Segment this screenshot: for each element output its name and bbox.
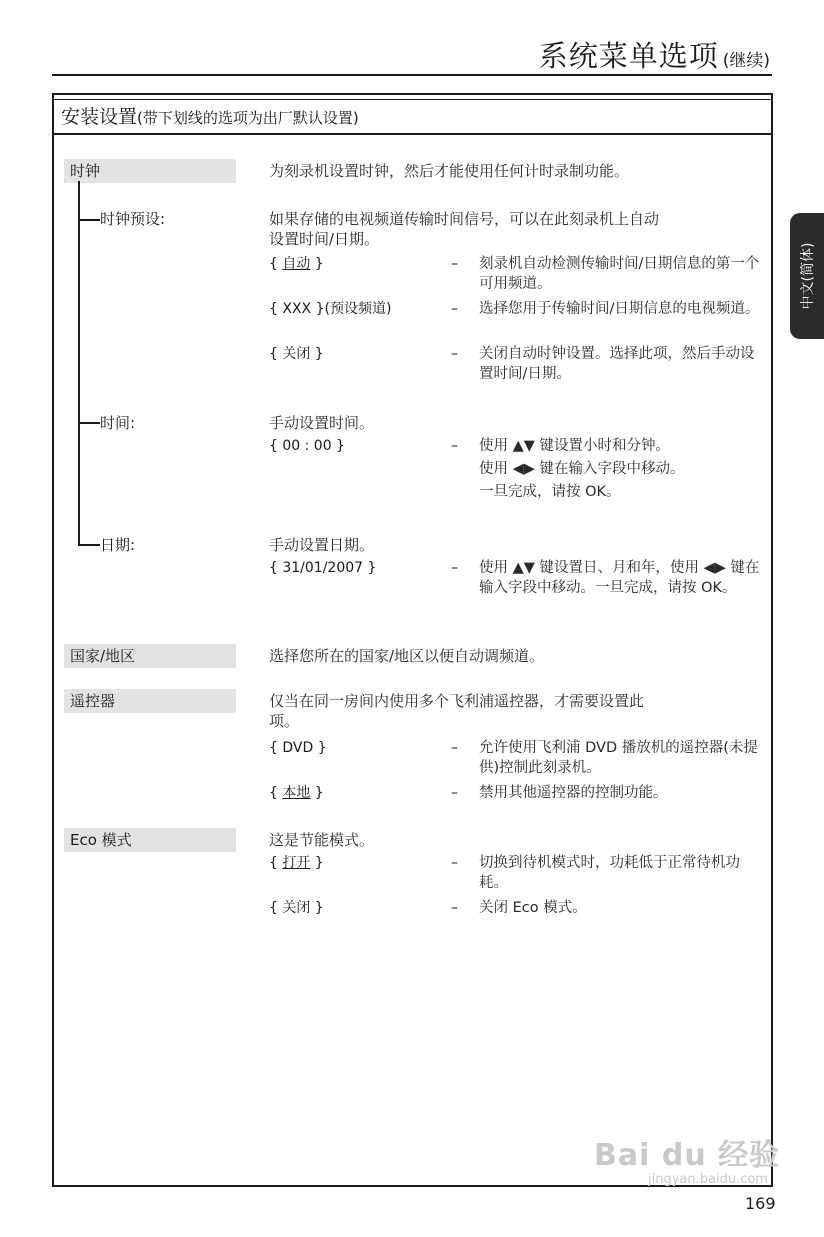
- time-help-line2: 使用 ◀▶ 键在输入字段中移动。: [479, 461, 685, 477]
- option-preset-off: { 关闭 }: [269, 346, 324, 362]
- language-side-tab-label: 中文(简体): [800, 242, 816, 310]
- page-title-suffix: (继续): [722, 51, 770, 71]
- tag-eco: Eco 模式: [64, 828, 236, 852]
- tag-country: 国家/地区: [64, 644, 236, 668]
- date-value: { 31/01/2007 }: [269, 560, 377, 576]
- clock-preset-desc-line1: 如果存储的电视频道传输时间信号，可以在此刻录机上自动: [269, 210, 660, 228]
- dash: –: [451, 301, 458, 317]
- tree-branch-preset: [78, 219, 100, 221]
- date-help: 使用 ▲▼ 键设置日、月和年，使用 ◀▶ 键在输入字段中移动。一旦完成，请按 OK。: [479, 560, 760, 596]
- clock-preset-label: 时钟预设:: [100, 210, 166, 228]
- option-preset-off-name: 关闭: [282, 346, 311, 362]
- date-desc: 手动设置日期。: [269, 536, 375, 554]
- page-number: 169: [745, 1194, 776, 1213]
- option-preset-auto-name: 自动: [282, 256, 311, 272]
- title-rule: [52, 74, 772, 76]
- tree-branch-time: [78, 422, 100, 424]
- option-eco-on: { 打开 }: [269, 855, 324, 871]
- option-preset-auto-desc: 刻录机自动检测传输时间/日期信息的第一个可用频道。: [479, 256, 760, 292]
- section-title: 安装设置: [61, 106, 138, 128]
- clock-preset-desc-line2: 设置时间/日期。: [269, 230, 380, 248]
- dash: –: [451, 560, 458, 576]
- country-desc: 选择您所在的国家/地区以便自动调频道。: [269, 647, 545, 665]
- option-preset-auto: { 自动 }: [269, 256, 324, 272]
- option-remote-dvd-desc: 允许使用飞利浦 DVD 播放机的遥控器(未提供)控制此刻录机。: [479, 740, 758, 776]
- time-help-line1: 使用 ▲▼ 键设置小时和分钟。: [479, 438, 671, 454]
- option-eco-off-desc: 关闭 Eco 模式。: [479, 900, 587, 916]
- time-value: { 00 : 00 }: [269, 438, 345, 454]
- option-preset-channel-desc: 选择您用于传输时间/日期信息的电视频道。: [479, 301, 760, 317]
- remote-desc-line2: 项。: [269, 712, 300, 730]
- time-help-line3: 一旦完成，请按 OK。: [479, 484, 621, 500]
- baidu-watermark: Bai du 经验: [594, 1138, 781, 1173]
- option-eco-on-name: 打开: [282, 855, 311, 871]
- dash: –: [451, 900, 458, 916]
- dash: –: [451, 855, 458, 871]
- tree-vertical-line: [78, 181, 80, 546]
- option-remote-local-name: 本地: [282, 785, 311, 801]
- option-preset-channel-name: XXX: [282, 301, 312, 317]
- time-label: 时间:: [100, 414, 136, 432]
- language-side-tab: [790, 213, 824, 339]
- option-remote-local-desc: 禁用其他遥控器的控制功能。: [479, 785, 668, 801]
- page-title: [539, 34, 770, 75]
- settings-frame: [52, 93, 773, 1187]
- dash: –: [451, 785, 458, 801]
- option-eco-off: { 关闭 }: [269, 900, 324, 916]
- time-desc: 手动设置时间。: [269, 414, 375, 432]
- tag-clock: 时钟: [64, 159, 236, 183]
- date-value-text: 31/01/2007: [282, 560, 364, 576]
- option-eco-off-name: 关闭: [282, 900, 311, 916]
- dash: –: [451, 256, 458, 272]
- tag-remote: 遥控器: [64, 689, 236, 713]
- dash: –: [451, 438, 458, 454]
- section-header: [54, 95, 771, 135]
- option-preset-channel-extra: (预设频道): [324, 301, 392, 317]
- option-remote-local: { 本地 }: [269, 785, 324, 801]
- time-value-text: 00 : 00: [282, 438, 332, 454]
- baidu-watermark-url: jingyan.baidu.com: [648, 1172, 768, 1187]
- section-subtitle: (带下划线的选项为出厂默认设置): [137, 109, 359, 127]
- remote-desc-line1: 仅当在同一房间内使用多个飞利浦遥控器，才需要设置此: [269, 692, 645, 710]
- page-title-text: 系统菜单选项: [538, 39, 719, 73]
- option-preset-off-desc: 关闭自动时钟设置。选择此项，然后手动设置时间/日期。: [479, 346, 755, 382]
- dash: –: [451, 740, 458, 756]
- dash: –: [451, 346, 458, 362]
- date-label: 日期:: [100, 536, 136, 554]
- option-remote-dvd-name: DVD: [282, 740, 314, 756]
- tree-branch-date: [78, 544, 100, 546]
- option-preset-channel: { XXX }(预设频道): [269, 301, 392, 317]
- clock-desc: 为刻录机设置时钟，然后才能使用任何计时录制功能。: [269, 162, 630, 180]
- option-remote-dvd: { DVD }: [269, 740, 327, 756]
- option-eco-on-desc: 切换到待机模式时，功耗低于正常待机功耗。: [479, 855, 740, 891]
- eco-desc: 这是节能模式。: [269, 831, 375, 849]
